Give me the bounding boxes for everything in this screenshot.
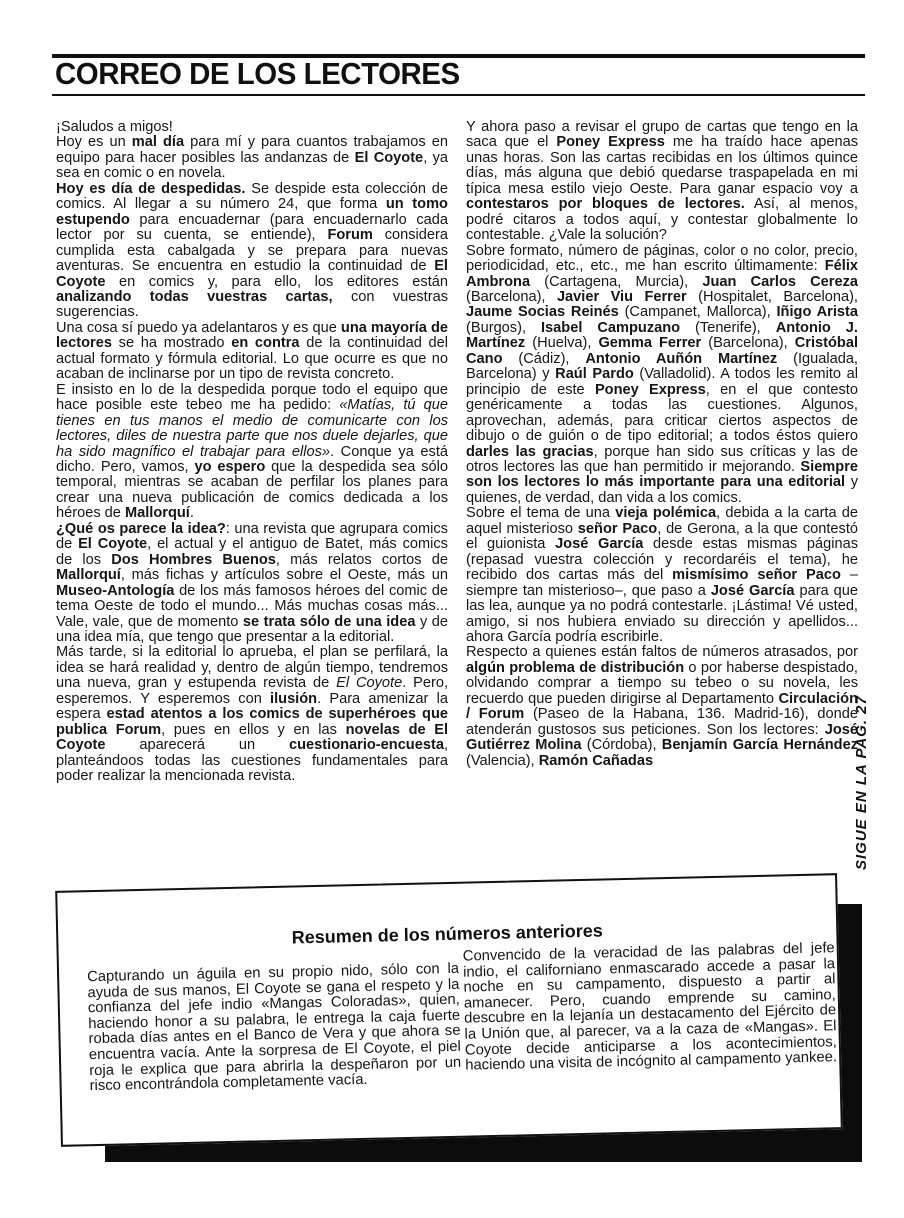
body-text: . Conque ya está dicho. Pero, vamos,: [56, 443, 448, 475]
body-text: me ha traído hace apenas unas horas. Son las cartas recibidas en los últimos quince días, más alguna que debió quedarse traspapelada en mi típica mesa estilo viejo Oeste. Para ganar espacio voy a: [466, 134, 858, 197]
bold-text: Hoy es día de despedidas.: [56, 180, 246, 197]
bold-text: una mayoría de lectores: [56, 319, 448, 352]
body-text: desde estas mismas páginas (repasad vuestra colección y recordaréis el tema), he recibido dos cartas más del: [466, 536, 858, 584]
bold-text: mal día: [131, 134, 185, 151]
bold-text: analizando todas vuestras cartas,: [56, 288, 333, 305]
bold-text: algún problema de distribución: [466, 659, 685, 676]
body-text: en comics y, para ello, los editores están: [105, 273, 448, 290]
bold-text: El Coyote: [354, 149, 424, 166]
body-text: y de una idea mía, que tengo que presentar a la editorial.: [56, 613, 448, 645]
body-text: (Valencia),: [466, 752, 539, 769]
letter-paragraph: [56, 182, 448, 321]
body-text: (Campanet, Mallorca),: [618, 304, 777, 321]
body-text: Hoy es un: [56, 134, 132, 151]
bold-text: José García: [710, 582, 795, 599]
body-text: , más relatos cortos de: [275, 551, 449, 568]
body-text: (Igualada, Barcelona) y: [466, 350, 858, 383]
body-text: se ha mostrado: [111, 335, 232, 352]
body-text: (Burgos),: [466, 319, 541, 336]
body-text: Una cosa sí puedo ya adelantaros y es que: [56, 319, 341, 336]
body-text: (Paseo de la Habana, 136. Madrid-16), donde atenderán gustosos sus peticiones. Son los lectores:: [466, 706, 858, 738]
bold-text: José García: [555, 536, 644, 553]
body-text: para que las lea, aunque ya no podrá contestarle. ¡Lástima! Vé usted, amigo, si nos hubiera enviado su dirección y apellidos... ahora García podría escribirle.: [466, 582, 858, 645]
body-text: , de Gerona, a la que contestó el guionista: [466, 520, 858, 553]
body-text: . Para amenizar la espera: [56, 690, 448, 723]
letters-column-right: [466, 120, 858, 769]
bold-text: Cristóbal Cano: [466, 335, 858, 367]
letters-column-left: [56, 120, 448, 784]
body-text: aparecerá un: [105, 737, 290, 754]
bold-text: Poney Express: [556, 134, 665, 151]
bold-text: Mallorquí: [124, 505, 190, 522]
bold-text: Museo-Antología: [56, 582, 175, 599]
body-text: , ya sea en comic o en novela.: [56, 149, 448, 182]
continued-note: SIGUE EN LA PAG. 27: [853, 695, 870, 870]
summary-text-right: Convencido de la veracidad de las palabras del jefe indio, el californiano enmascarado accede a pasar la noche en su campamento, dispuesto a partir al amanecer. Pero, cuando emprende su camino, descubre en la lejanía un destacamento del Ejército de la Unión que, al parecer, va a la caza de «Mangas». El Coyote decide anticiparse a los acontecimientos, haciendo una visita de incógnito al campamento yankee.: [462, 940, 838, 1074]
body-text: (Valladolid). A todos les remito al principio de este: [466, 366, 858, 398]
body-text: con vuestras sugerencias.: [56, 288, 448, 321]
bold-text: Siempre son los lectores lo más importante para una editorial: [466, 458, 858, 491]
body-text: .: [189, 505, 194, 522]
letter-paragraph: [466, 645, 858, 769]
letter-paragraph: [466, 244, 858, 507]
body-text: Más tarde, si la editorial lo aprueba, el plan se perfilará, la idea se hará realidad y, dentro de algún tiempo, tendremos una nueva, gran y estupenda revista de: [56, 644, 448, 692]
body-text: (Tenerife),: [680, 319, 776, 336]
bold-text: en contra: [231, 335, 300, 352]
bold-text: cuestionario-encuesta: [289, 737, 444, 754]
bold-text: mismísimo señor Paco: [672, 567, 841, 584]
body-text: (Barcelona),: [701, 335, 795, 352]
body-text: Sobre formato, número de páginas, color o no color, precio, periodicidad, etc., etc., me han escrito últimamente:: [466, 242, 858, 275]
body-text: , porque han sido sus críticas y las de otros lectores las que han permitido ir mejorando.: [466, 443, 858, 475]
bold-text: Dos Hombres Buenos: [111, 551, 276, 568]
body-text: Y ahora paso a revisar el grupo de cartas que tengo en la saca que el: [466, 119, 858, 151]
body-text: considera cumplida esta cabalgada y se prepara para nuevas aventuras. Se encuentra en estudio la continuidad de: [56, 227, 448, 275]
bold-text: El Coyote: [78, 536, 148, 553]
body-text: Sobre el tema de una: [466, 505, 616, 522]
letter-paragraph: [466, 506, 858, 645]
letter-paragraph: [56, 383, 448, 522]
bold-text: Circulación / Forum: [466, 690, 858, 723]
bold-text: Mallorquí: [56, 567, 121, 584]
body-text: (Cádiz),: [502, 350, 586, 367]
body-text: (Córdoba),: [581, 737, 662, 754]
letter-paragraph: [466, 120, 858, 244]
bold-text: ilusión: [270, 690, 318, 707]
body-text: , pues en ellos y en las: [161, 721, 346, 738]
bold-text: ¿Qué os parece la idea?: [56, 520, 226, 537]
bold-text: Ramón Cañadas: [538, 752, 654, 769]
letter-paragraph: [56, 120, 448, 182]
bold-text: Isabel Campuzano: [541, 319, 681, 336]
body-text: o por haberse despistado, olvidando comprar a tiempo su tebeo o su novela, les recuerdo que pueden dirigirse al Departamento: [466, 659, 858, 707]
bold-text: José Gutiérrez Molina: [466, 721, 858, 754]
body-text: (Cartagena, Murcia),: [530, 273, 703, 290]
summary-box: [55, 873, 843, 1147]
bold-text: Antonio Auñón Martínez: [585, 350, 778, 367]
body-text: –siempre tan misterioso–, que paso a: [466, 567, 859, 599]
letter-paragraph: [56, 522, 448, 646]
body-text: . Pero, esperemos. Y esperemos con: [56, 675, 449, 707]
bold-text: novelas de El Coyote: [56, 721, 449, 754]
body-text: E insisto en lo de la despedida porque todo el equipo que hace posible este tebeo me ha pedido:: [56, 381, 448, 414]
body-text: para mí y para cuantos trabajamos en equipo para hacer posibles las andanzas de: [56, 134, 448, 166]
bold-text: Poney Express: [594, 381, 706, 398]
bold-text: Félix Ambrona: [466, 258, 858, 290]
bold-text: Forum: [327, 227, 373, 244]
bold-text: darles las gracias: [466, 443, 594, 460]
bold-text: Juan Carlos Cereza: [702, 273, 858, 290]
bold-text: Antonio J. Martínez: [466, 319, 858, 352]
bold-text: contestaros por bloques de lectores.: [466, 196, 745, 213]
body-text: ¡Saludos a migos!: [56, 119, 173, 135]
body-text: de los más famosos héroes del comic de tema Oeste de todo el mundo... Más muchas cosas más... Vale, vale, que de momento: [56, 582, 448, 630]
body-text: que la despedida sea sólo temporal, mientras se acaban de perfilar los planes para crear una nueva publicación de comics dedicada a los héroes de: [56, 458, 448, 522]
body-text: para encuadernar (para encuadernarlo cada lector por su cuenta, se entiende),: [56, 211, 448, 244]
bold-text: vieja polémica: [615, 505, 717, 522]
body-text: y quienes, de verdad, dan vida a los comics.: [466, 474, 858, 506]
body-text: , el actual y el antiguo de Batet, más comics de los: [56, 536, 448, 568]
bold-text: se trata sólo de una idea: [242, 613, 416, 630]
body-text: Así, al menos, podré citaros a todos aquí, y contestar globalmente lo contestable. ¿Vale la solución?: [466, 196, 858, 244]
bold-text: Benjamín García Hernández: [661, 737, 858, 754]
bold-text: El Coyote: [56, 258, 448, 290]
bold-text: yo espero: [194, 458, 266, 475]
italic-text: «Matías, tú que tienes en tus manos el medio de comunicarte con los lectores, diles de nuestra parte que nos duele dejarles, que ha sido magnífico el trabajar para ellos»: [56, 397, 448, 460]
page-title: CORREO DE LOS LECTORES: [55, 56, 460, 91]
body-text: (Huelva),: [525, 335, 599, 352]
body-text: , en el que contesto genéricamente a todas las cuestiones. Algunos, aprovechan, además, para criticar ciertos aspectos de dibujo o de guión o de tipo editorial; a todos éstos quiero: [466, 381, 858, 445]
body-text: de la continuidad del actual formato y fórmula editorial. Lo que ocurre es que no acaban de inclinarse por un tipo de revista concreto.: [56, 335, 449, 383]
bold-text: estad atentos a los comics de superhéroes que publica Forum: [56, 706, 448, 738]
summary-title: Resumen de los números anteriores: [291, 920, 604, 948]
italic-text: El Coyote: [336, 675, 403, 692]
body-text: (Hospitalet, Barcelona),: [686, 288, 858, 305]
body-text: : una revista que agruparа comics de: [56, 520, 448, 553]
bold-text: Gemma Ferrer: [598, 335, 702, 352]
body-text: , planteándoos todas las cuestiones fundamentales para poder realizar la mencionada revista.: [56, 737, 448, 785]
body-text: Se despide esta colección de comics. Al llegar a su número 24, que forma: [56, 180, 448, 213]
body-text: , debida a la carta de aquel misterioso: [466, 505, 859, 537]
letter-paragraph: [56, 645, 448, 784]
body-text: (Barcelona),: [466, 288, 557, 305]
bold-text: un tomo estupendo: [56, 196, 448, 228]
bold-text: Iñigo Arista: [776, 304, 858, 321]
bold-text: Javier Viu Ferrer: [556, 288, 687, 305]
bold-text: señor Paco: [577, 520, 658, 537]
letter-paragraph: [56, 321, 448, 383]
header-bottom-rule: [52, 94, 865, 96]
body-text: Respecto a quienes están faltos de números atrasados, por: [466, 644, 858, 661]
summary-text-left: Capturando un águila en su propio nido, sólo con la ayuda de sus manos, El Coyote se gana el respeto y la confianza del jefe indio «Mangas Coloradas», quien, haciendo honor a su palabra, le entrega la caja fuerte robada días antes en el Banco de Vera y que ahora se encuentra vacía. Ante la sorpresa de El Coyote, el piel roja le explica que para abrirla la despeñaron por un risco encontrándola completamente vacía.: [86, 960, 462, 1095]
body-text: , más fichas y artículos sobre el Oeste, más un: [120, 567, 448, 584]
bold-text: Jaume Socias Reinés: [466, 304, 619, 321]
bold-text: Raúl Pardo: [555, 366, 634, 383]
